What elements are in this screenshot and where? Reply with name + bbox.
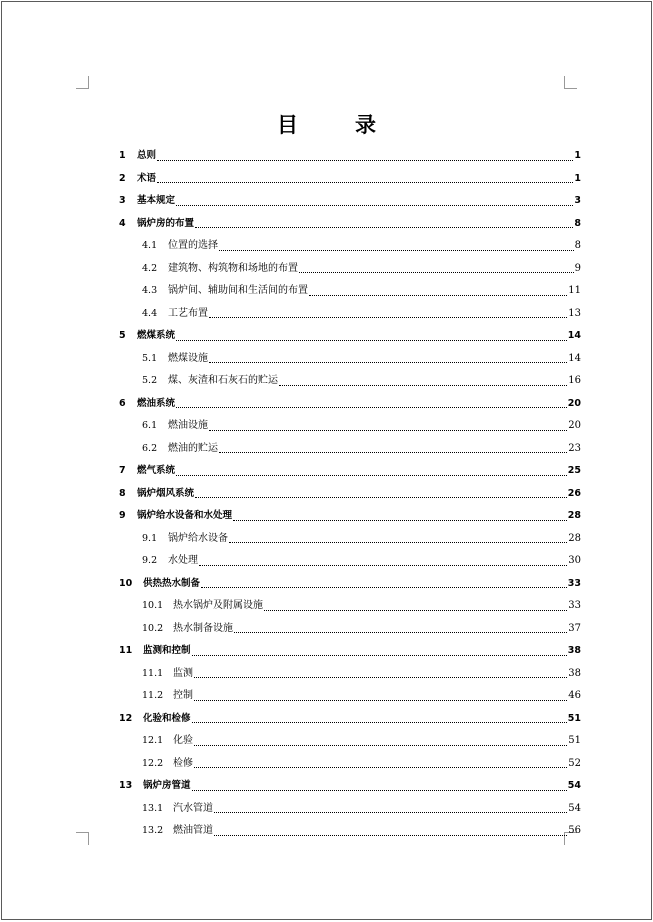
toc-section-entry[interactable] [119,303,581,326]
toc-entry-title: 锅炉给水设备 [168,532,228,544]
toc-entry-title: 锅炉烟风系统 [137,487,195,499]
toc-dot-leader [192,655,567,656]
toc-entry-number: 12.2 [142,757,164,769]
toc-entry-page-number: 23 [568,442,581,454]
toc-entry-title: 锅炉给水设备和水处理 [137,510,233,521]
toc-entry-title: 燃油设施 [168,420,208,431]
toc-section-entry[interactable] [119,235,581,258]
toc-entry-page-number: 37 [568,622,581,634]
toc-section-entry[interactable] [119,528,581,551]
toc-entry-title: 锅炉房的布置 [137,217,195,229]
toc-entry-page-number: 11 [568,285,581,296]
toc-entry-page-number: 28 [568,532,581,544]
toc-entry-number: 3 [119,195,126,206]
toc-entry-title: 燃煤系统 [137,330,176,341]
toc-entry-page-number: 14 [567,330,581,341]
toc-entry-title: 煤、灰渣和石灰石的贮运 [168,375,278,386]
toc-entry-title: 化验 [173,735,193,746]
toc-chapter-entry[interactable] [119,483,581,506]
toc-entry-title: 燃油管道 [173,825,213,836]
toc-dot-leader [192,790,567,791]
toc-entry-page-number: 38 [568,667,581,679]
toc-dot-leader [195,497,567,498]
toc-dot-leader [299,272,574,273]
document-page [1,1,652,920]
toc-dot-leader [157,160,573,161]
toc-entry-title: 燃油系统 [137,397,176,409]
toc-entry-number: 4.2 [142,262,158,274]
toc-entry-title: 建筑物、构筑物和场地的布置 [168,262,298,274]
toc-entry-number: 11 [119,645,133,656]
toc-entry-page-number: 54 [568,802,581,814]
toc-entry-title: 汽水管道 [173,802,213,814]
toc-chapter-entry[interactable] [119,775,581,798]
toc-dot-leader [219,250,574,251]
toc-entry-number: 11.2 [142,690,164,701]
toc-section-entry[interactable] [119,618,581,641]
toc-entry-page-number: 20 [567,397,581,409]
toc-entry-page-number: 30 [568,555,581,566]
toc-entry-title: 热水锅炉及附属设施 [173,600,263,611]
toc-entry-page-number: 46 [568,690,581,701]
toc-section-entry[interactable] [119,258,581,281]
toc-entry-number: 6.2 [142,442,158,454]
toc-entry-number: 7 [119,465,126,476]
toc-dot-leader [219,452,567,453]
toc-entry-title: 术语 [137,172,157,184]
toc-entry-title: 监测和控制 [143,645,191,656]
toc-entry-number: 12 [119,712,133,724]
toc-dot-leader [209,430,567,431]
toc-entry-number: 6.1 [142,420,158,431]
toc-dot-leader [309,295,567,296]
toc-chapter-entry[interactable] [119,640,581,663]
toc-entry-title: 燃煤设施 [168,352,208,364]
toc-dot-leader [195,227,573,228]
toc-entry-number: 13 [119,780,133,791]
toc-dot-leader [176,340,567,341]
toc-entry-number: 4.4 [142,307,158,319]
toc-dot-leader [176,407,567,408]
toc-dot-leader [209,362,567,363]
crop-mark-bottom-left [76,832,89,845]
toc-entry-title: 化验和检修 [143,712,191,724]
toc-chapter-entry[interactable] [119,213,581,236]
toc-entry-page-number: 51 [568,735,581,746]
toc-dot-leader [192,722,567,723]
toc-entry-page-number: 26 [567,487,581,499]
toc-entry-number: 6 [119,397,126,409]
toc-entry-page-number: 25 [567,465,581,476]
table-of-contents [119,145,581,843]
toc-dot-leader [199,565,567,566]
toc-chapter-entry[interactable] [119,145,581,168]
toc-entry-page-number: 13 [568,307,581,319]
toc-entry-number: 13.2 [142,825,164,836]
toc-chapter-entry[interactable] [119,325,581,348]
toc-entry-page-number: 3 [574,195,581,206]
toc-entry-page-number: 20 [568,420,581,431]
toc-entry-page-number: 33 [568,600,581,611]
toc-dot-leader [194,745,567,746]
toc-entry-title: 水处理 [168,555,198,566]
toc-entry-number: 1 [119,150,126,161]
toc-chapter-entry[interactable] [119,168,581,191]
crop-mark-top-right [564,76,577,89]
toc-entry-page-number: 56 [568,825,581,836]
toc-dot-leader [157,182,573,183]
page-title: 目 录 [277,113,394,137]
toc-entry-page-number: 14 [568,352,581,364]
toc-section-entry[interactable] [119,348,581,371]
toc-dot-leader [214,835,567,836]
toc-entry-page-number: 52 [568,757,581,769]
toc-entry-title: 检修 [173,757,193,769]
toc-section-entry[interactable] [119,798,581,821]
toc-entry-title: 热水制备设施 [173,622,233,634]
toc-entry-page-number: 8 [574,217,581,229]
toc-entry-title: 基本规定 [137,195,176,206]
toc-section-entry[interactable] [119,280,581,303]
toc-entry-number: 5.2 [142,375,158,386]
toc-entry-page-number: 28 [567,510,581,521]
toc-entry-page-number: 51 [567,712,581,724]
toc-dot-leader [201,587,567,588]
toc-section-entry[interactable] [119,595,581,618]
toc-section-entry[interactable] [119,438,581,461]
toc-entry-title: 燃油的贮运 [168,442,218,454]
toc-entry-title: 锅炉间、辅助间和生活间的布置 [168,285,308,296]
toc-entry-page-number: 16 [568,375,581,386]
toc-dot-leader [194,767,567,768]
toc-chapter-entry[interactable] [119,505,581,528]
toc-entry-number: 9.1 [142,532,158,544]
toc-section-entry[interactable] [119,730,581,753]
toc-entry-number: 4.1 [142,240,158,251]
toc-entry-number: 10.1 [142,600,164,611]
toc-entry-number: 12.1 [142,735,164,746]
toc-entry-number: 8 [119,487,126,499]
toc-entry-page-number: 8 [574,240,581,251]
toc-dot-leader [233,520,567,521]
toc-chapter-entry[interactable] [119,708,581,731]
toc-dot-leader [279,385,567,386]
toc-entry-page-number: 1 [574,150,581,161]
toc-entry-title: 总则 [137,150,157,161]
toc-entry-page-number: 1 [574,172,581,184]
toc-dot-leader [214,812,567,813]
toc-section-entry[interactable] [119,415,581,438]
toc-entry-number: 13.1 [142,802,164,814]
toc-dot-leader [176,205,573,206]
toc-entry-page-number: 54 [567,780,581,791]
toc-section-entry[interactable] [119,820,581,843]
toc-entry-number: 5.1 [142,352,158,364]
toc-section-entry[interactable] [119,753,581,776]
toc-dot-leader [176,475,567,476]
toc-entry-number: 10.2 [142,622,164,634]
toc-entry-title: 锅炉房管道 [143,780,191,791]
toc-entry-number: 2 [119,172,126,184]
toc-entry-page-number: 33 [567,577,581,589]
toc-section-entry[interactable] [119,550,581,573]
toc-section-entry[interactable] [119,370,581,393]
toc-chapter-entry[interactable] [119,460,581,483]
toc-chapter-entry[interactable] [119,190,581,213]
toc-section-entry[interactable] [119,685,581,708]
toc-chapter-entry[interactable] [119,573,581,596]
crop-mark-top-left [76,76,89,89]
toc-entry-page-number: 38 [567,645,581,656]
toc-dot-leader [229,542,567,543]
toc-chapter-entry[interactable] [119,393,581,416]
toc-entry-number: 4 [119,217,126,229]
toc-entry-number: 4.3 [142,285,158,296]
toc-entry-title: 位置的选择 [168,240,218,251]
toc-dot-leader [234,632,567,633]
toc-section-entry[interactable] [119,663,581,686]
toc-entry-number: 10 [119,577,133,589]
toc-dot-leader [194,700,567,701]
toc-dot-leader [264,610,567,611]
toc-entry-number: 11.1 [142,667,164,679]
toc-entry-number: 9.2 [142,555,158,566]
toc-entry-page-number: 9 [574,262,581,274]
toc-entry-title: 监测 [173,667,193,679]
toc-entry-title: 控制 [173,690,193,701]
toc-entry-title: 供热热水制备 [143,577,201,589]
toc-entry-title: 工艺布置 [168,307,208,319]
toc-entry-number: 5 [119,330,126,341]
toc-entry-number: 9 [119,510,126,521]
toc-entry-title: 燃气系统 [137,465,176,476]
toc-dot-leader [209,317,567,318]
toc-dot-leader [194,677,567,678]
